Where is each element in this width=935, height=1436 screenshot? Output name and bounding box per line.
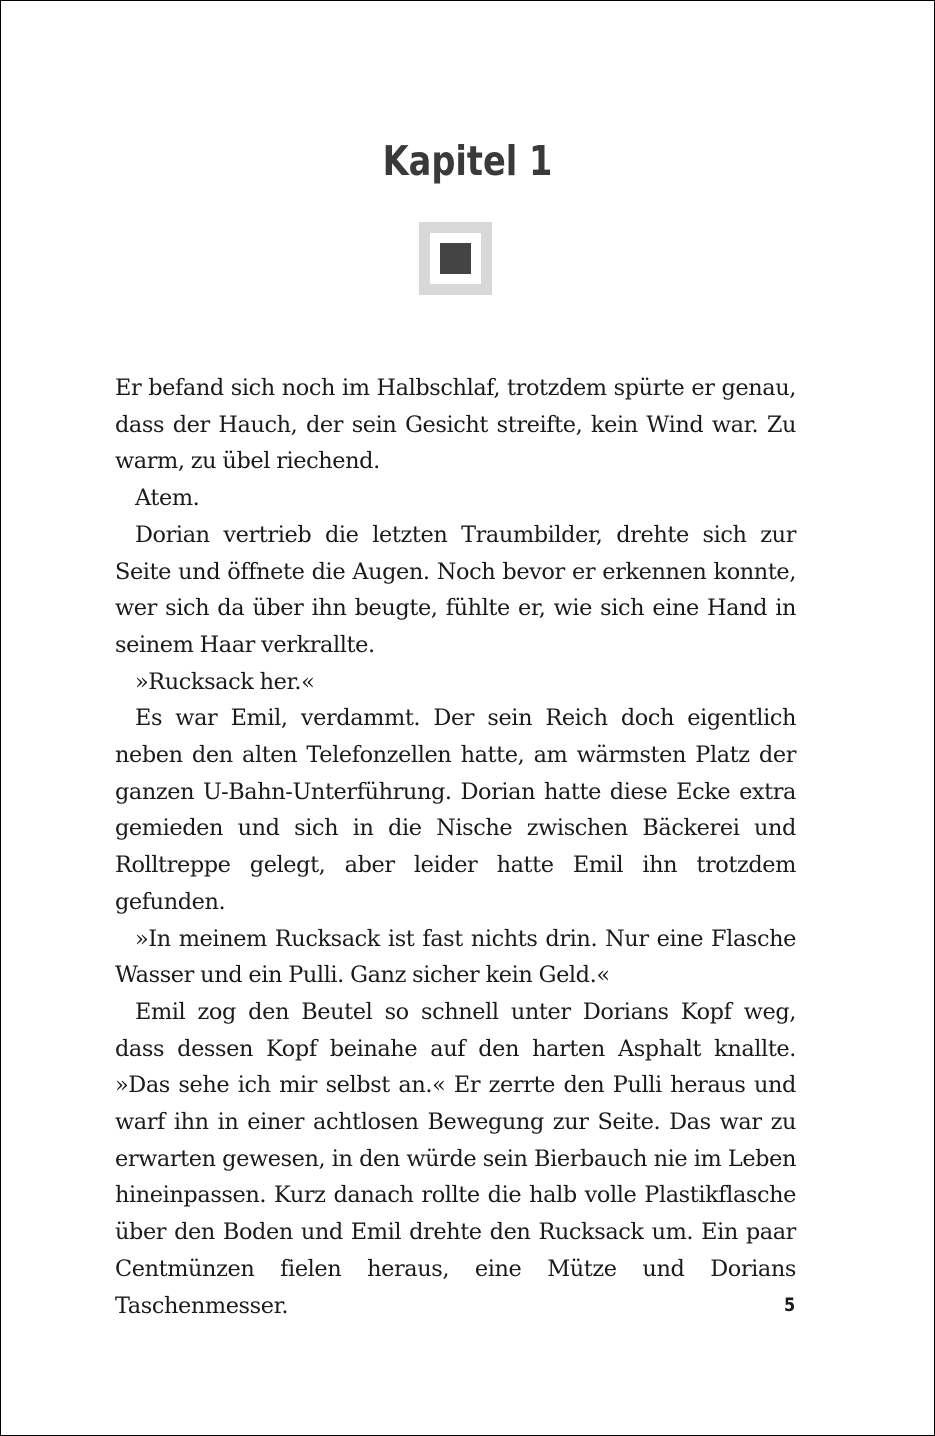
chapter-title: Kapitel 1 (382, 137, 553, 185)
paragraph: »Rucksack her.« (135, 668, 315, 695)
paragraph: Er befand sich noch im Halbschlaf, trotzdem spürte er genau, dass der Hauch, der sein Gesicht streifte, kein Wind war. Zu warm, zu übel riechend. (115, 375, 796, 475)
paragraph: »In meinem Rucksack ist fast nichts drin. Nur eine Flasche Wasser und ein Pulli. Ganz sicher kein Geld.« (115, 925, 796, 989)
page-number: 5 (783, 1294, 796, 1316)
paragraph: Es war Emil, verdammt. Der sein Reich doch eigentlich neben den alten Telefonzellen hatte, am wärmsten Platz der ganzen U-Bahn-Unterführung. Dorian hatte diese Ecke extra gemieden und sich in die Nische zwischen Bäckerei und Rolltreppe gelegt, aber leider hatte Emil ihn trotzdem gefunden. (115, 705, 796, 915)
paragraph: Atem. (135, 485, 200, 512)
paragraph: Emil zog den Beutel so schnell unter Dorians Kopf weg, dass dessen Kopf beinahe auf den harten Asphalt knallte. »Das sehe ich mir selbst an.« Er zerrte den Pulli heraus und warf ihn in einer achtlosen Bewegung zur Seite. Das war zu erwarten gewesen, in den würde sein Bierbauch nie im Leben hineinpassen. Kurz danach rollte die halb volle Plastikflasche über den Boden und Emil drehte den Rucksack um. Ein paar Centmünzen fielen heraus, eine Mütze und Dorians Taschenmesser. (115, 998, 796, 1319)
chapter-body (115, 370, 796, 1324)
paragraph: Dorian vertrieb die letzten Traumbilder, drehte sich zur Seite und öffnete die Augen. Noch bevor er erkennen konnte, wer sich da über ihn beugte, fühlte er, wie sich eine Hand in seinem Haar verkrallte. (115, 521, 796, 658)
chapter-ornament-icon (419, 222, 492, 295)
